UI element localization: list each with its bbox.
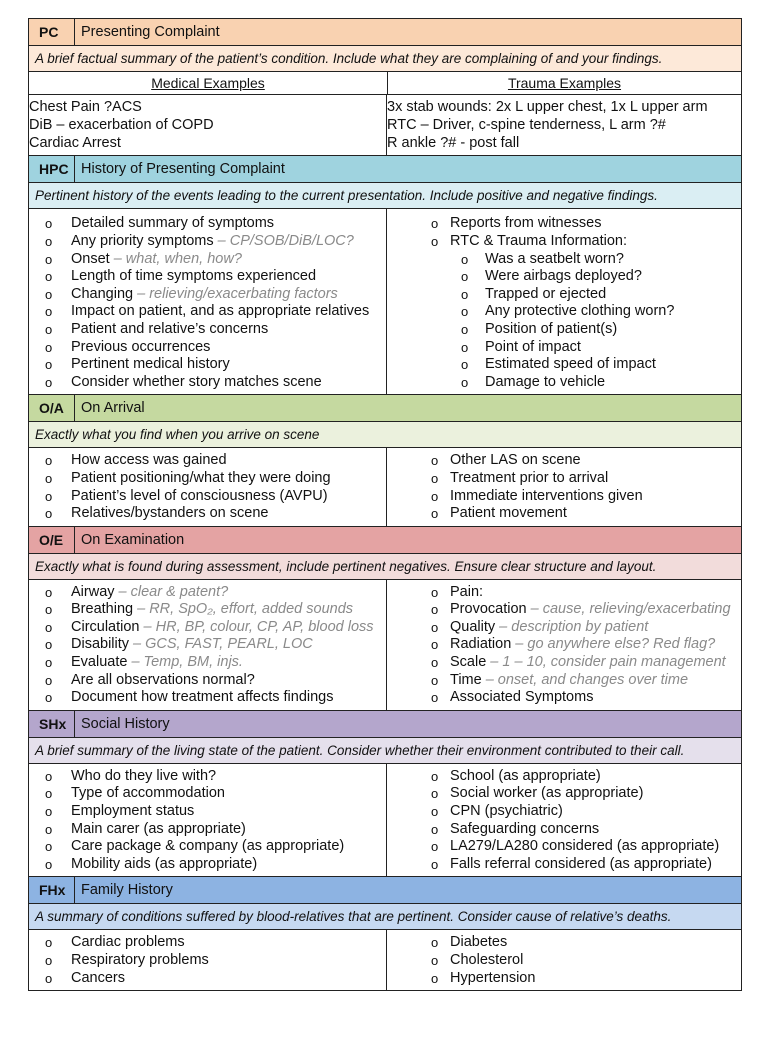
list-item (387, 785, 741, 803)
bullet-icon: o (45, 672, 53, 688)
item-text: RTC & Trauma Information: (450, 232, 628, 249)
example-line: Cardiac Arrest (29, 134, 121, 151)
section-family-history (29, 877, 741, 990)
bullet-icon: o (431, 804, 439, 820)
example-line: DiB – exacerbation of COPD (29, 116, 214, 133)
section-code: O/E (29, 527, 75, 553)
list-item (387, 803, 741, 821)
bullet-icon: o (45, 602, 53, 618)
item-hint: – GCS, FAST, PEARL, LOC (129, 636, 313, 653)
list-item (387, 821, 741, 839)
list-item (387, 856, 741, 874)
list-item (387, 215, 741, 233)
item-text: Document how treatment affects findings (71, 689, 334, 706)
item-text: Circulation (71, 618, 140, 635)
shx-right-list (387, 768, 741, 874)
list-item (29, 321, 386, 339)
oe-left-list (29, 584, 386, 707)
item-text: Relatives/bystanders on scene (71, 505, 269, 522)
section-code: HPC (29, 156, 75, 182)
item-hint: – onset, and changes over time (481, 671, 689, 688)
list-item (387, 488, 741, 506)
item-hint: – clear & patent? (114, 583, 229, 600)
list-item (29, 934, 386, 952)
section-description: Exactly what you find when you arrive on scene (29, 422, 741, 448)
bullet-icon: o (45, 655, 53, 671)
bullet-icon: o (431, 786, 439, 802)
section-description: Exactly what is found during assessment, include pertinent negatives. Ensure clear structure and layout. (29, 554, 741, 580)
patient-history-form (28, 18, 742, 991)
bullet-icon: o (45, 935, 53, 951)
bullet-icon: o (431, 821, 439, 837)
list-item (29, 821, 386, 839)
list-item (29, 374, 386, 392)
bullet-icon: o (45, 856, 53, 872)
list-item (29, 803, 386, 821)
bullet-icon: o (45, 690, 53, 706)
list-item (387, 452, 741, 470)
item-text: How access was gained (71, 452, 227, 469)
bullet-icon: o (45, 374, 53, 390)
item-text: Falls referral considered (as appropriate) (450, 855, 712, 872)
fhx-left-list (29, 934, 386, 987)
bullet-icon: o (45, 821, 53, 837)
bullet-icon: o (461, 357, 469, 373)
list-item (387, 303, 741, 321)
examples-headers (29, 72, 741, 95)
item-text: Quality (450, 618, 496, 635)
item-text: Who do they live with? (71, 767, 217, 784)
bullet-icon: o (461, 286, 469, 302)
bullet-icon: o (431, 839, 439, 855)
bullet-icon: o (431, 970, 439, 986)
list-item (29, 470, 386, 488)
section-title: Social History (81, 715, 170, 732)
list-item (29, 286, 386, 304)
bullet-icon: o (45, 970, 53, 986)
section-presenting-complaint (29, 19, 741, 156)
list-item (29, 356, 386, 374)
item-text: Changing (71, 285, 134, 302)
bullet-icon: o (45, 488, 53, 504)
item-hint: – cause, relieving/exacerbating (526, 601, 731, 618)
item-text: Position of patient(s) (485, 320, 618, 337)
list-item (29, 215, 386, 233)
item-text: Evaluate (71, 654, 128, 671)
section-header (29, 711, 741, 738)
list-item (387, 768, 741, 786)
list-item (387, 584, 741, 602)
item-hint: – description by patient (495, 618, 649, 635)
item-text: Pain: (450, 583, 484, 600)
item-hint: – CP/SOB/DiB/LOC? (213, 232, 354, 249)
list-item (29, 785, 386, 803)
list-item (29, 601, 386, 619)
section-code: FHx (29, 877, 75, 903)
item-text: Any protective clothing worn? (485, 303, 675, 320)
item-text: Cardiac problems (71, 934, 185, 951)
item-hint: – Temp, BM, injs. (127, 654, 243, 671)
bullet-icon: o (461, 374, 469, 390)
list-item (29, 952, 386, 970)
bullet-icon: o (45, 286, 53, 302)
list-item (387, 268, 741, 286)
bullet-icon: o (45, 339, 53, 355)
bullet-icon: o (431, 953, 439, 969)
item-text: Pertinent medical history (71, 356, 230, 373)
list-item (29, 838, 386, 856)
oe-right-list (387, 584, 741, 707)
list-item (29, 505, 386, 523)
item-text: Estimated speed of impact (485, 356, 656, 373)
section-header (29, 19, 741, 46)
item-text: Patient and relative’s concerns (71, 320, 269, 337)
list-item (387, 838, 741, 856)
hpc-right-list (387, 215, 741, 391)
bullet-icon: o (45, 506, 53, 522)
item-text: Consider whether story matches scene (71, 373, 322, 390)
item-text: Safeguarding concerns (450, 820, 600, 837)
section-header (29, 527, 741, 554)
section-description: Pertinent history of the events leading to the current presentation. Include positive and negative findings. (29, 183, 741, 209)
section-title: Presenting Complaint (81, 24, 220, 40)
list-item (387, 233, 741, 251)
item-text: Breathing (71, 601, 134, 618)
list-item (29, 584, 386, 602)
section-code: SHx (29, 711, 75, 737)
list-item (29, 488, 386, 506)
list-item (29, 970, 386, 988)
item-text: Social worker (as appropriate) (450, 785, 644, 802)
item-text: Damage to vehicle (485, 373, 606, 390)
list-item (387, 601, 741, 619)
item-text: Impact on patient, and as appropriate relatives (71, 303, 370, 320)
bullet-icon: o (45, 269, 53, 285)
list-item (29, 636, 386, 654)
list-item (387, 374, 741, 392)
bullet-icon: o (45, 251, 53, 267)
item-text: Scale (450, 654, 487, 671)
list-item (387, 321, 741, 339)
section-description: A summary of conditions suffered by blood-relatives that are pertinent. Consider cause of relative’s deaths. (29, 904, 741, 930)
item-text: Airway (71, 583, 115, 600)
bullet-icon: o (461, 251, 469, 267)
item-text: Length of time symptoms experienced (71, 268, 317, 285)
item-text: Associated Symptoms (450, 689, 594, 706)
bullet-icon: o (45, 470, 53, 486)
bullet-icon: o (45, 839, 53, 855)
section-social-history (29, 711, 741, 878)
list-item (29, 339, 386, 357)
bullet-icon: o (461, 321, 469, 337)
bullet-icon: o (45, 321, 53, 337)
list-item (387, 672, 741, 690)
item-text: Trapped or ejected (485, 285, 607, 302)
section-on-arrival (29, 395, 741, 526)
item-text: Employment status (71, 803, 195, 820)
bullet-icon: o (45, 768, 53, 784)
bullet-icon: o (45, 584, 53, 600)
section-columns (29, 209, 741, 395)
section-code: O/A (29, 395, 75, 421)
bullet-icon: o (431, 602, 439, 618)
bullet-icon: o (431, 584, 439, 600)
item-text: Detailed summary of symptoms (71, 215, 275, 232)
bullet-icon: o (45, 233, 53, 249)
list-item (387, 934, 741, 952)
item-text: Immediate interventions given (450, 487, 643, 504)
list-item (387, 251, 741, 269)
section-title: On Examination (81, 531, 185, 548)
list-item (29, 856, 386, 874)
item-text: CPN (psychiatric) (450, 803, 563, 820)
item-text: Main carer (as appropriate) (71, 820, 246, 837)
list-item (387, 470, 741, 488)
item-text: Diabetes (450, 934, 508, 951)
section-header (29, 877, 741, 904)
section-columns (29, 930, 741, 990)
item-text: Previous occurrences (71, 338, 211, 355)
item-text: School (as appropriate) (450, 767, 601, 784)
bullet-icon: o (431, 690, 439, 706)
item-text: LA279/LA280 considered (as appropriate) (450, 838, 720, 855)
bullet-icon: o (45, 619, 53, 635)
item-text: Treatment prior to arrival (450, 469, 609, 486)
medical-examples-heading: Medical Examples (29, 72, 388, 94)
section-title: On Arrival (81, 400, 145, 417)
trauma-examples-heading: Trauma Examples (507, 75, 622, 91)
bullet-icon: o (461, 269, 469, 285)
bullet-icon: o (431, 233, 439, 249)
bullet-icon: o (45, 453, 53, 469)
bullet-icon: o (45, 216, 53, 232)
item-text: Patient positioning/what they were doing (71, 469, 331, 486)
item-hint: – what, when, how? (109, 250, 242, 267)
example-line: RTC – Driver, c-spine tenderness, L arm ?# (387, 116, 666, 133)
list-item (29, 268, 386, 286)
bullet-icon: o (431, 506, 439, 522)
item-text: Patient’s level of consciousness (AVPU) (71, 487, 328, 504)
hpc-left-list (29, 215, 386, 391)
section-title: Family History (81, 882, 173, 899)
section-columns (29, 764, 741, 878)
item-hint: – 1 – 10, consider pain management (486, 654, 726, 671)
bullet-icon: o (45, 357, 53, 373)
bullet-icon: o (45, 637, 53, 653)
bullet-icon: o (431, 935, 439, 951)
list-item (29, 768, 386, 786)
item-text: Any priority symptoms (71, 232, 214, 249)
section-code: PC (29, 19, 75, 45)
item-text: Are all observations normal? (71, 671, 255, 688)
item-text: Patient movement (450, 505, 567, 522)
bullet-icon: o (431, 768, 439, 784)
section-title: History of Presenting Complaint (81, 161, 285, 178)
list-item (29, 619, 386, 637)
trauma-examples (387, 95, 741, 155)
oa-left-list (29, 452, 386, 522)
bullet-icon: o (45, 953, 53, 969)
medical-examples (29, 95, 387, 155)
bullet-icon: o (461, 304, 469, 320)
item-text: Other LAS on scene (450, 452, 581, 469)
bullet-icon: o (431, 856, 439, 872)
example-line: 3x stab wounds: 2x L upper chest, 1x L upper arm (387, 99, 708, 115)
list-item (387, 636, 741, 654)
list-item (29, 689, 386, 707)
item-text: Time (450, 671, 482, 688)
list-item (387, 970, 741, 988)
item-text: Cancers (71, 969, 125, 986)
examples-columns (29, 95, 741, 156)
bullet-icon: o (431, 655, 439, 671)
section-columns (29, 448, 741, 526)
section-header (29, 395, 741, 422)
bullet-icon: o (431, 619, 439, 635)
bullet-icon: o (431, 637, 439, 653)
item-text: Respiratory problems (71, 952, 209, 969)
item-text: Was a seatbelt worn? (485, 250, 624, 267)
bullet-icon: o (431, 488, 439, 504)
list-item (387, 339, 741, 357)
section-columns (29, 580, 741, 711)
item-hint: – relieving/exacerbating factors (133, 285, 338, 302)
item-hint: – HR, BP, colour, CP, AP, blood loss (139, 618, 374, 635)
item-text: Hypertension (450, 969, 536, 986)
bullet-icon: o (45, 304, 53, 320)
list-item (387, 286, 741, 304)
section-history-presenting-complaint (29, 156, 741, 395)
section-header (29, 156, 741, 183)
list-item (387, 619, 741, 637)
list-item (387, 952, 741, 970)
list-item (29, 251, 386, 269)
example-line: Chest Pain ?ACS (29, 99, 142, 115)
item-hint: – RR, SpO₂, effort, added sounds (133, 601, 354, 618)
item-text: Were airbags deployed? (485, 268, 642, 285)
list-item (387, 654, 741, 672)
bullet-icon: o (45, 786, 53, 802)
shx-left-list (29, 768, 386, 874)
bullet-icon: o (431, 672, 439, 688)
list-item (29, 654, 386, 672)
oa-right-list (387, 452, 741, 522)
fhx-right-list (387, 934, 741, 987)
item-text: Mobility aids (as appropriate) (71, 855, 258, 872)
item-text: Reports from witnesses (450, 215, 602, 232)
list-item (29, 303, 386, 321)
list-item (29, 233, 386, 251)
bullet-icon: o (431, 470, 439, 486)
section-on-examination (29, 527, 741, 711)
item-text: Radiation (450, 636, 512, 653)
item-text: Type of accommodation (71, 785, 225, 802)
item-text: Onset (71, 250, 110, 267)
list-item (29, 672, 386, 690)
item-hint: – go anywhere else? Red flag? (511, 636, 716, 653)
list-item (387, 505, 741, 523)
list-item (387, 356, 741, 374)
item-text: Point of impact (485, 338, 581, 355)
bullet-icon: o (461, 339, 469, 355)
bullet-icon: o (431, 216, 439, 232)
section-description: A brief factual summary of the patient’s condition. Include what they are complaining of and your findings. (29, 46, 741, 72)
item-text: Provocation (450, 601, 527, 618)
item-text: Disability (71, 636, 130, 653)
list-item (29, 452, 386, 470)
bullet-icon: o (45, 804, 53, 820)
item-text: Cholesterol (450, 952, 524, 969)
bullet-icon: o (431, 453, 439, 469)
list-item (387, 689, 741, 707)
item-text: Care package & company (as appropriate) (71, 838, 345, 855)
section-description: A brief summary of the living state of the patient. Consider whether their environment contributed to their call. (29, 738, 741, 764)
example-line: R ankle ?# - post fall (387, 134, 520, 151)
